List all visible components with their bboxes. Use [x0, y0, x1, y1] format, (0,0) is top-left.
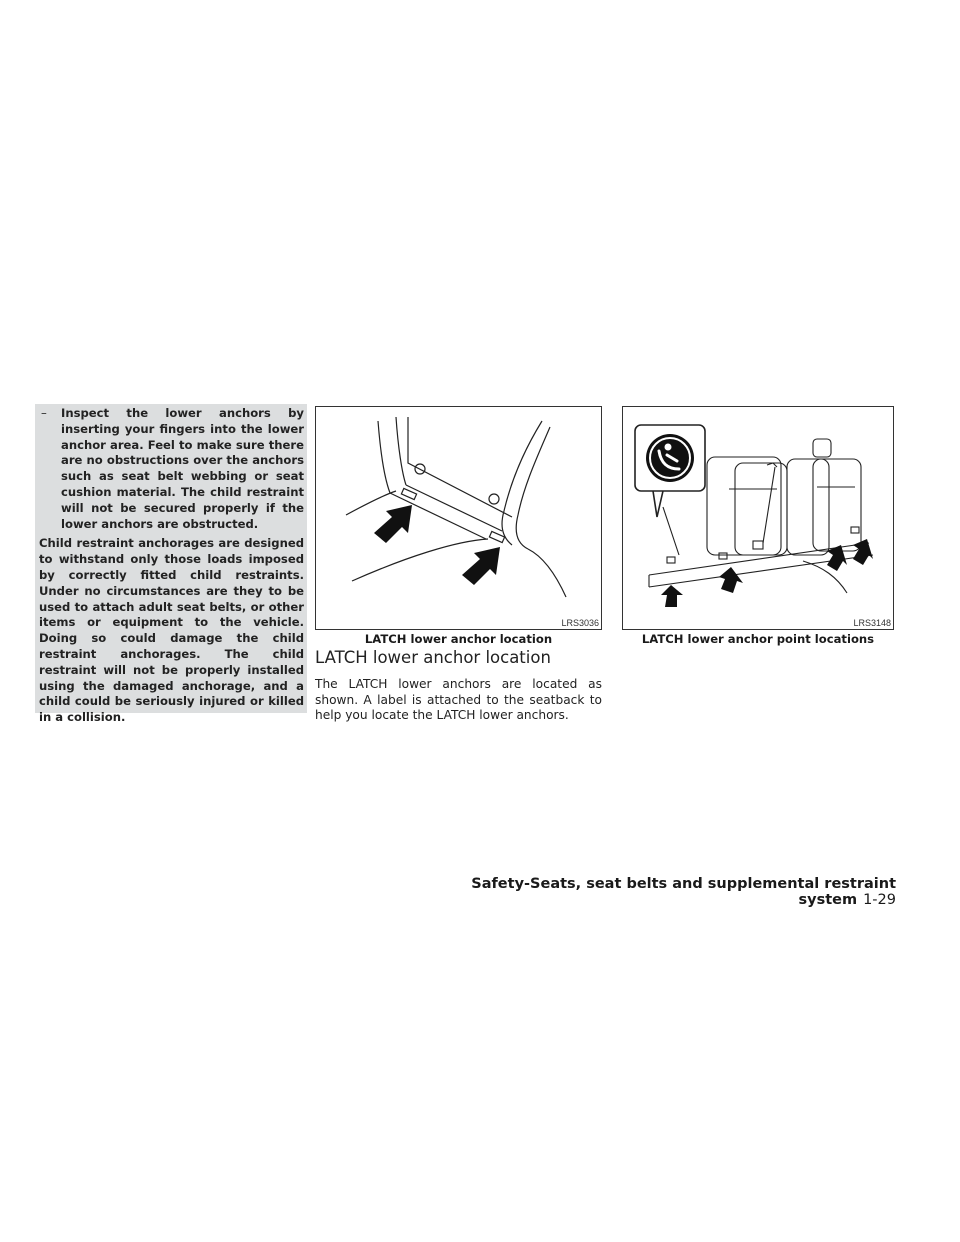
figure-lower-anchor-points [622, 406, 894, 630]
figure-lower-anchor-location [315, 406, 602, 630]
warning-bullet [39, 406, 304, 532]
figure-caption: LATCH lower anchor point locations [641, 632, 875, 646]
section-heading: LATCH lower anchor location [315, 648, 551, 667]
page-number: 1-29 [863, 892, 896, 908]
page-footer [400, 876, 896, 908]
section-body: The LATCH lower anchors are located as shown. A label is attached to the seatback to help you locate the LATCH lower anchors. [315, 677, 602, 723]
seat-anchor-illustration [316, 407, 601, 629]
bullet-dash: – [41, 406, 47, 420]
figure-caption: LATCH lower anchor location [364, 632, 553, 646]
figure-code: LRS3148 [853, 618, 891, 628]
warning-box [35, 404, 307, 725]
footer-section-name: Safety-Seats, seat belts and supplemental restraint system [471, 876, 896, 908]
child-seat-label-icon [646, 434, 694, 482]
figure-code: LRS3036 [561, 618, 599, 628]
rear-seat-illustration [623, 407, 893, 629]
warning-bullet-text: Inspect the lower anchors by inserting your fingers into the lower anchor area. Feel to make sure there are no obstructions over the anchors such as seat belt webbing or seat cushion material. The child restraint will not be secured properly if the lower anchors are obstructed. [61, 406, 304, 531]
warning-paragraph: Child restraint anchorages are designed to withstand only those loads imposed by correctly fitted child restraints. Under no circumstances are they to be used to attach adult seat belts, or other items or equipment to the vehicle. Doing so could damage the child restraint anchorages. The child restraint will not be properly installed using the damaged anchorage, and a child could be seriously injured or killed in a collision. [39, 536, 304, 725]
